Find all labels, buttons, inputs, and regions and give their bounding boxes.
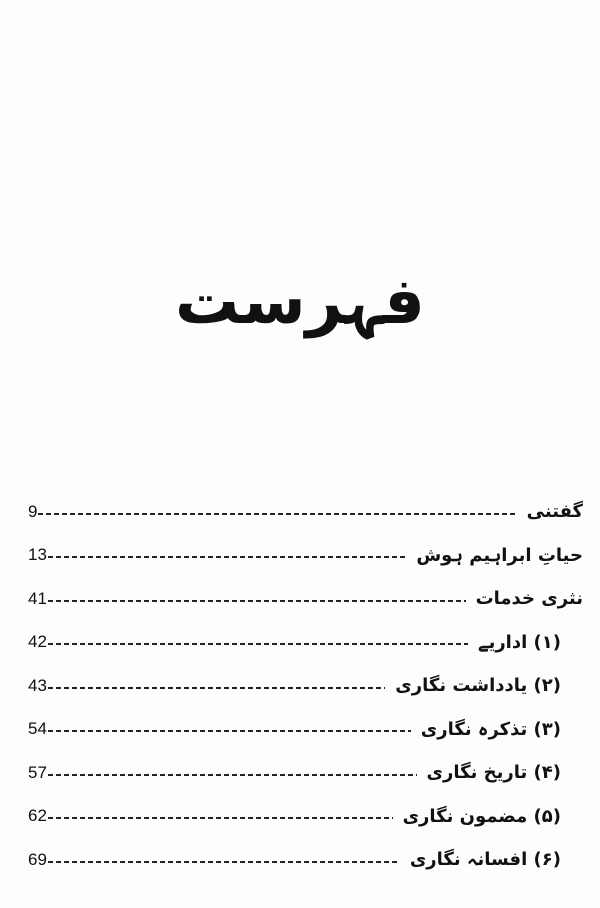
entry-label: (۲) یادداشت نگاری bbox=[395, 675, 561, 697]
leader-dots bbox=[48, 687, 385, 689]
page-title: فہرست bbox=[175, 265, 425, 339]
toc-entry[interactable] bbox=[28, 534, 583, 578]
entry-label: (۳) تذکرہ نگاری bbox=[420, 718, 561, 740]
entry-label: (۴) تاریخ نگاری bbox=[426, 762, 561, 784]
entry-label: (۶) افسانہ نگاری bbox=[409, 849, 561, 871]
page-number: 57 bbox=[28, 762, 47, 782]
page-number: 43 bbox=[28, 675, 47, 695]
page-number: 13 bbox=[28, 545, 47, 565]
page-number: 69 bbox=[28, 849, 47, 869]
toc-subentry[interactable] bbox=[28, 751, 583, 795]
page-number: 62 bbox=[28, 806, 47, 826]
leader-dots bbox=[48, 817, 393, 819]
leader-dots bbox=[48, 556, 406, 558]
toc-entry[interactable] bbox=[28, 577, 583, 621]
leader-dots bbox=[48, 774, 417, 776]
entry-label: نثری خدمات bbox=[475, 588, 583, 610]
leader-dots bbox=[48, 600, 466, 602]
page-number: 42 bbox=[28, 632, 47, 652]
toc-subentry[interactable] bbox=[28, 795, 583, 839]
toc-subentry[interactable] bbox=[28, 838, 583, 882]
entry-label: (۱) اداریے bbox=[478, 631, 561, 653]
leader-dots bbox=[48, 643, 468, 645]
entry-label: حیاتِ ابراہیم ہوش bbox=[416, 544, 583, 566]
leader-dots bbox=[48, 730, 411, 732]
toc-subentry[interactable] bbox=[28, 664, 583, 708]
entry-label: گفتنی bbox=[526, 501, 583, 523]
toc-subentry[interactable] bbox=[28, 621, 583, 665]
page-number: 9 bbox=[28, 501, 38, 521]
leader-dots bbox=[48, 861, 400, 863]
toc-subentry[interactable] bbox=[28, 708, 583, 752]
table-of-contents bbox=[28, 490, 583, 882]
leader-dots bbox=[38, 513, 516, 515]
page-number: 54 bbox=[28, 719, 47, 739]
toc-entry[interactable] bbox=[28, 490, 583, 534]
entry-label: (۵) مضمون نگاری bbox=[402, 805, 561, 827]
page-number: 41 bbox=[28, 588, 47, 608]
